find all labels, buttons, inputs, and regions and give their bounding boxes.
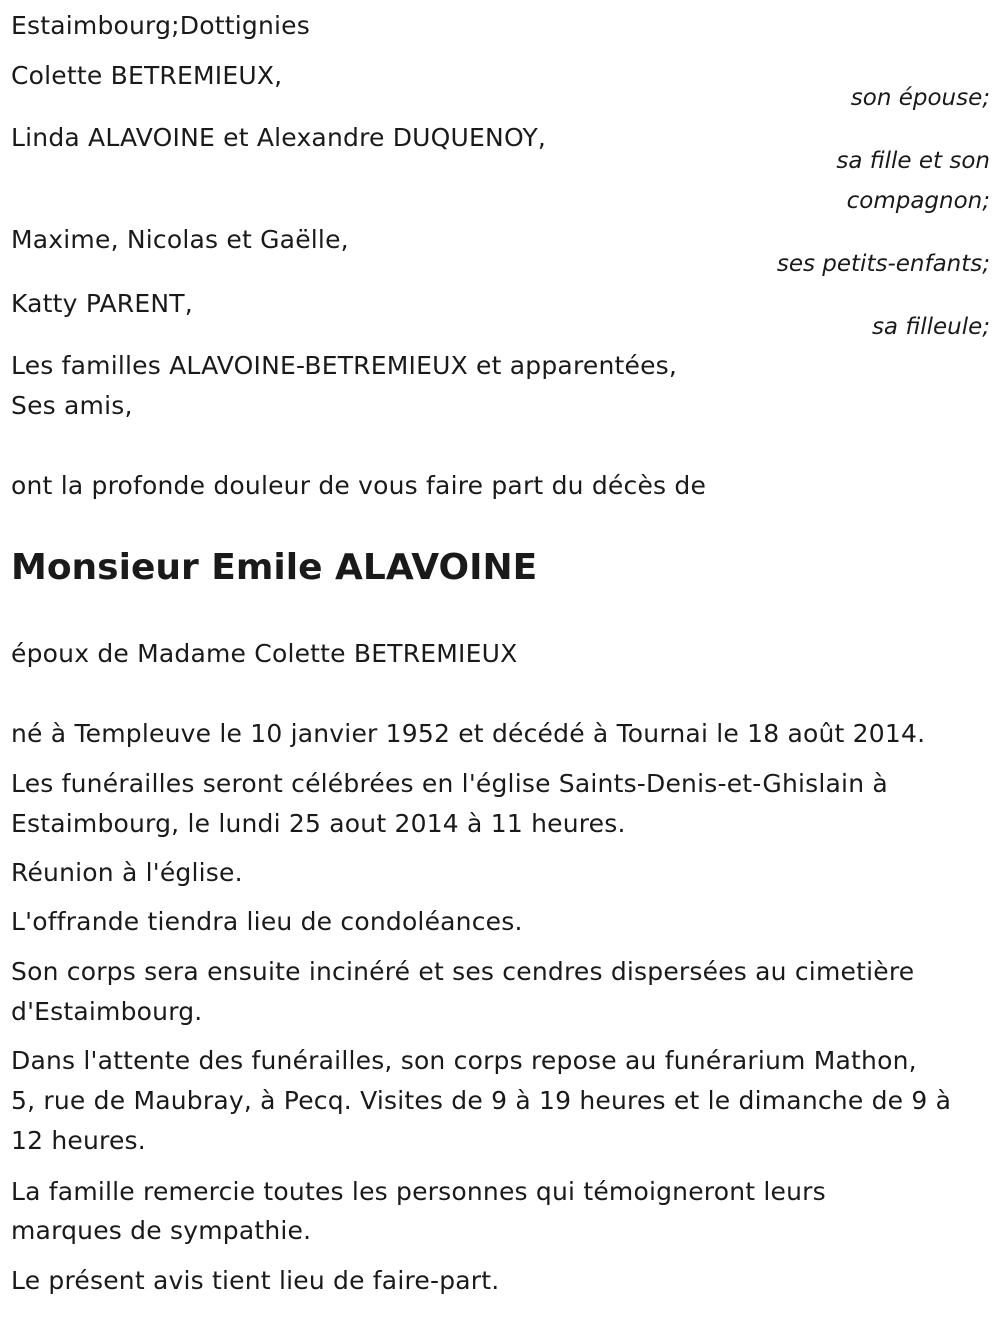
cremation-line-2: d'Estaimbourg. [11,997,203,1026]
family-member-grandchildren: Maxime, Nicolas et Gaëlle, [11,225,349,254]
families-line: Les familles ALAVOINE-BETREMIEUX et apparentées, [11,351,678,380]
thanks-line-1: La famille remercie toutes les personnes qui témoigneront leurs [11,1177,826,1206]
rest-line-3: 12 heures. [11,1126,146,1155]
relation-grandchildren: ses petits-enfants; [776,251,990,277]
family-member-goddaughter: Katty PARENT, [11,289,193,318]
announcement-text: ont la profonde douleur de vous faire part du décès de [11,471,707,500]
deceased-name: Monsieur Emile ALAVOINE [11,547,538,588]
friends-line: Ses amis, [11,391,133,420]
thanks-line-2: marques de sympathie. [11,1216,312,1245]
relation-daughter-line2: compagnon; [846,188,990,214]
rest-line-2: 5, rue de Maubray, à Pecq. Visites de 9 à 19 heures et le dimanche de 9 à [11,1086,952,1115]
notice-line: Le présent avis tient lieu de faire-part. [11,1266,500,1295]
meeting-line: Réunion à l'église. [11,858,243,887]
rest-line-1: Dans l'attente des funérailles, son corps repose au funérarium Mathon, [11,1046,917,1075]
family-member-daughter: Linda ALAVOINE et Alexandre DUQUENOY, [11,123,547,152]
funeral-line-2: Estaimbourg, le lundi 25 aout 2014 à 11 heures. [11,809,626,838]
birth-death-line: né à Templeuve le 10 janvier 1952 et décédé à Tournai le 18 août 2014. [11,719,926,748]
location-line: Estaimbourg;Dottignies [11,11,310,40]
relation-spouse: son épouse; [850,85,990,111]
family-member-spouse: Colette BETREMIEUX, [11,61,283,90]
cremation-line-1: Son corps sera ensuite incinéré et ses cendres dispersées au cimetière [11,957,915,986]
funeral-line-1: Les funérailles seront célébrées en l'église Saints-Denis-et-Ghislain à [11,769,888,798]
offering-line: L'offrande tiendra lieu de condoléances. [11,907,523,936]
relation-daughter-line1: sa fille et son [836,148,990,174]
spouse-line: époux de Madame Colette BETREMIEUX [11,639,518,668]
relation-goddaughter: sa filleule; [871,314,990,340]
